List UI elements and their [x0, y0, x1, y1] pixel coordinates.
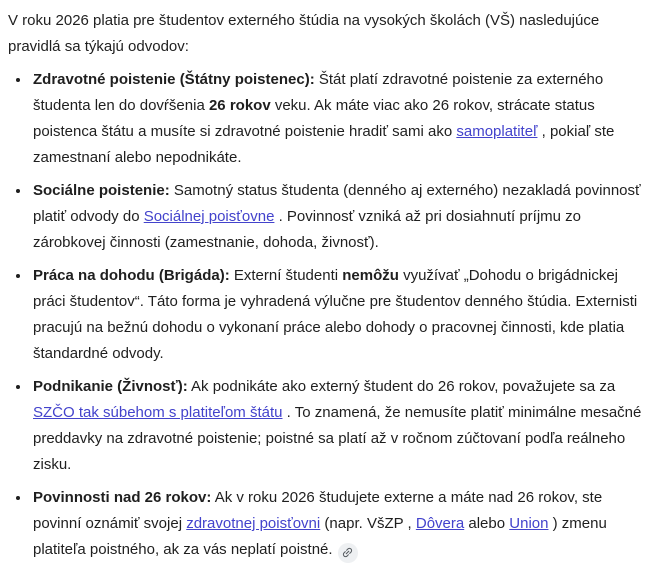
list-item-socialne-poistenie	[31, 177, 648, 256]
list-item-praca-na-dohodu	[31, 262, 648, 367]
szco-link[interactable]: SZČO tak súbehom s platiteľom štátu	[33, 404, 283, 421]
bullet-text: alebo	[464, 515, 510, 532]
list-item-povinnosti-nad-26	[31, 484, 648, 563]
zdravotna-poistovna-link[interactable]: zdravotnej poisťovni	[186, 515, 321, 532]
citation-source-button[interactable]	[338, 543, 358, 563]
bullet-title: Zdravotné poistenie (Štátny poistenec):	[33, 71, 315, 88]
intro-paragraph: V roku 2026 platia pre študentov externého štúdia na vysokých školách (VŠ) nasledujúce pravidlá sa týkajú odvodov:	[8, 12, 600, 55]
bullet-title: Práca na dohodu (Brigáda):	[33, 267, 230, 284]
bullet-text: ) zmenu platiteľa poistného, ak za vás neplatí poistné.	[33, 515, 607, 558]
rules-list	[8, 66, 648, 563]
link-icon	[338, 543, 356, 561]
bullet-text: Samotný status študenta (denného aj externého) nezakladá povinnosť platiť odvody do	[33, 182, 641, 225]
dovera-link[interactable]: Dôvera	[415, 515, 465, 532]
bullet-text: (napr. VšZP ,	[320, 515, 416, 532]
bullet-text: . To znamená, že nemusíte platiť minimálne mesačné preddavky na zdravotné poistenie; poistné sa platí až v ročnom zúčtovaní podľa reálneho zisku.	[33, 404, 642, 473]
union-link[interactable]: Union	[509, 515, 549, 532]
bold-text: 26 rokov	[208, 97, 271, 114]
list-item-zdravotne-poistenie	[31, 66, 648, 171]
bullet-text: Ak v roku 2026 študujete externe a máte nad 26 rokov, ste povinní oznámiť svojej	[33, 489, 603, 532]
samoplatitel-link[interactable]: samoplatiteľ	[456, 123, 538, 140]
socialna-poistovna-link[interactable]: Sociálnej poisťovne	[143, 208, 275, 225]
bullet-title: Sociálne poistenie:	[33, 182, 170, 199]
bullet-text: , pokiaľ ste zamestnaní alebo nepodnikáte.	[33, 123, 615, 166]
bullet-text: využívať „Dohodu o brigádnickej práci študentov“. Táto forma je vyhradená výlučne pre študentov denného štúdia. Externisti pracujú na bežnú dohodu o vykonaní práce alebo dohody o pracovnej činnosti, kde platia štandardné odvody.	[33, 267, 638, 362]
bullet-title: Povinnosti nad 26 rokov:	[33, 489, 212, 506]
bullet-text: veku. Ak máte viac ako 26 rokov, strácate status poistenca štátu a musíte si zdravotné poistenie hradiť sami ako	[33, 97, 595, 140]
list-item-podnikanie	[31, 373, 648, 478]
bullet-text: Externí študenti	[229, 267, 343, 284]
bold-text: nemôžu	[342, 267, 399, 284]
bullet-text: Štát platí zdravotné poistenie za externého študenta len do dovŕšenia	[33, 71, 604, 114]
bullet-text: Ak podnikáte ako externý študent do 26 rokov, považujete sa za	[187, 378, 616, 395]
bullet-text: . Povinnosť vzniká až pri dosiahnutí príjmu zo zárobkovej činnosti (zamestnanie, dohoda, živnosť).	[33, 208, 582, 251]
bullet-title: Podnikanie (Živnosť):	[33, 378, 188, 395]
